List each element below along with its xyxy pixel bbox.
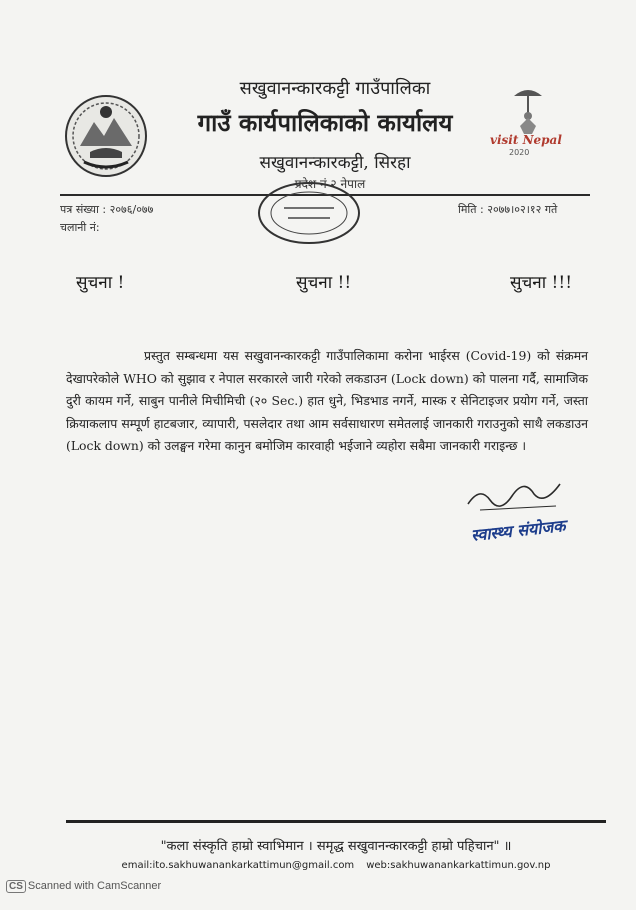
footer-email: email:ito.sakhuwanankarkattimun@gmail.com	[121, 860, 355, 871]
footer-divider	[66, 820, 606, 823]
notice-heading-1: सुचना !	[76, 273, 125, 293]
notice-body	[66, 345, 588, 458]
office-address: सखुवानन्कारकट्टी, सिरहा	[259, 153, 411, 173]
camscanner-logo-icon: CS	[6, 880, 26, 893]
footer-motto: "कला संस्कृति हाम्रो स्वाभिमान । समृद्ध सखुवानन्कारकट्टी हाम्रो पहिचान" ॥	[160, 839, 512, 854]
reference-number: पत्र संख्या : २०७६/०७७	[60, 203, 154, 216]
visit-nepal-text: visit Nepal	[490, 133, 562, 147]
municipality-name: सखुवानन्कारकट्टी गाउँपालिका	[239, 78, 431, 99]
footer-contact	[66, 860, 606, 871]
office-stamp-icon	[254, 178, 364, 248]
nepal-emblem-icon	[62, 92, 150, 180]
signature-icon	[460, 470, 570, 520]
scanner-label: Scanned with CamScanner	[27, 880, 162, 892]
province-line: प्रदेश नं २ नेपाल	[294, 177, 366, 191]
letter-date: मिति : २०७७।०२।१२ गते	[458, 203, 558, 216]
dispatch-number: चलानी नं:	[60, 221, 100, 234]
signatory-title: स्वास्थ्य संयोजक	[470, 516, 567, 545]
notice-heading-2: सुचना !!	[296, 273, 352, 293]
scanner-watermark	[6, 880, 161, 893]
office-title: गाउँ कार्यपालिकाको कार्यालय	[197, 108, 453, 137]
visit-nepal-year: 2020	[509, 148, 530, 157]
footer-website: web:sakhuwanankarkattimun.gov.np	[366, 860, 551, 871]
notice-body-text: प्रस्तुत सम्बन्धमा यस सखुवानन्कारकट्टी गाउँपालिकामा करोना भाईरस (Covid-19) को संक्रमन देखापरेकोले WHO को सुझाव र नेपाल सरकारले जारी गरेको लकडाउन (Lock down) को पालना गर्दै, सामाजिक दुरी कायम गर्ने, साबुन पानीले मिचीमिची (२० Sec.) हात धुने, भिडभाड नगर्ने, मास्क र सेनिटाइजर प्रयोग गर्ने, जस्ता क्रियाकलाप सम्पूर्ण हाटबजार, व्यापारी, पसलेदार तथा आम सर्वसाधारण समेतलाई जानकारी गराउनुको साथै लकडाउन (Lock down) को उलङ्घन गरेमा कानुन बमोजिम कारवाही भईजाने व्यहोरा सबैमा जानकारी गराइन्छ ।	[66, 348, 588, 453]
notice-heading-3: सुचना !!!	[510, 273, 573, 293]
